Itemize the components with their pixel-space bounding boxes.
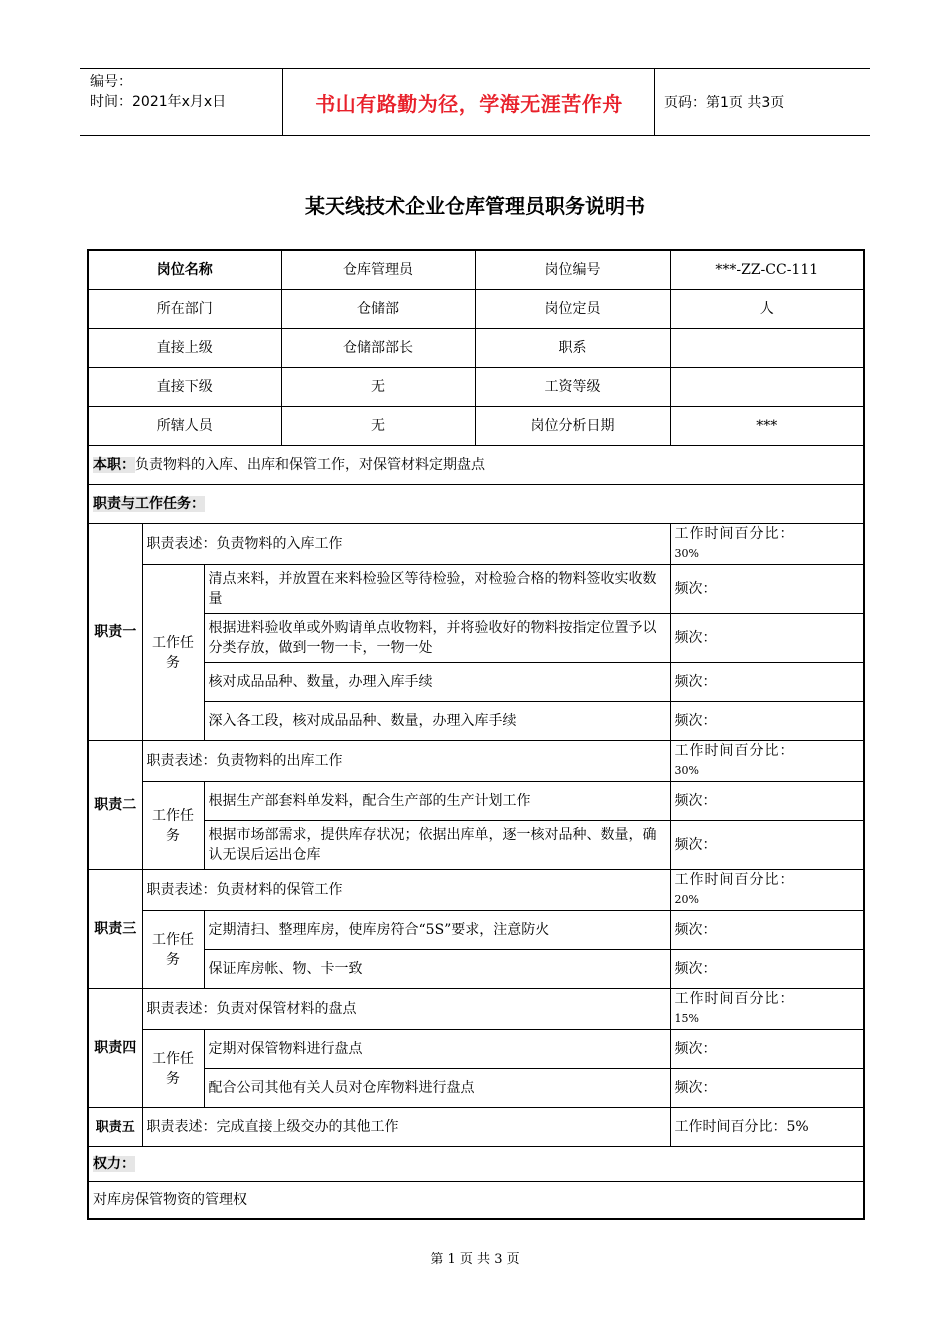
table-row <box>88 1069 864 1108</box>
table-row <box>88 407 864 446</box>
staff-value: 无 <box>281 407 475 446</box>
table-row <box>88 368 864 407</box>
table-row <box>88 741 864 782</box>
post-no-label: 岗位编号 <box>475 250 670 290</box>
main-duty-text: 负责物料的入库、出库和保管工作，对保管材料定期盘点 <box>135 457 485 473</box>
table-row <box>88 950 864 989</box>
duty-1-task-3: 核对成品品种、数量，办理入库手续 <box>204 663 670 702</box>
post-name-value: 仓库管理员 <box>281 250 475 290</box>
table-row <box>88 614 864 663</box>
quota-value: 人 <box>670 290 864 329</box>
subordinate-value: 无 <box>281 368 475 407</box>
rank-value <box>670 329 864 368</box>
duty-3-desc: 职责表述：负责材料的保管工作 <box>142 870 670 911</box>
main-duty-label: 本职： <box>93 457 135 473</box>
superior-value: 仓储部部长 <box>281 329 475 368</box>
header-motto: 书山有路勤为径，学海无涯苦作舟 <box>315 91 623 116</box>
table-row <box>88 446 864 485</box>
header-divider <box>282 68 283 136</box>
duty-4-desc: 职责表述：负责对保管材料的盘点 <box>142 989 670 1030</box>
table-row <box>88 250 864 290</box>
table-row <box>88 702 864 741</box>
table-row <box>88 663 864 702</box>
post-no-value: ***-ZZ-CC-111 <box>670 250 864 290</box>
authority-text: 对库房保管物资的管理权 <box>88 1182 864 1220</box>
pct-value: 30% <box>674 764 699 777</box>
duty-3-name: 职责三 <box>88 870 142 989</box>
duty-1-name: 职责一 <box>88 524 142 741</box>
dept-label: 所在部门 <box>88 290 281 329</box>
table-row <box>88 1147 864 1182</box>
table-row <box>88 1030 864 1069</box>
duty-2-name: 职责二 <box>88 741 142 870</box>
table-row <box>88 1108 864 1147</box>
quota-label: 岗位定员 <box>475 290 670 329</box>
salary-label: 工资等级 <box>475 368 670 407</box>
page-footer: 第 1 页 共 3 页 <box>430 1252 520 1267</box>
header-meta <box>90 72 226 112</box>
table-row <box>88 821 864 870</box>
duty-5-pct: 工作时间百分比：5% <box>670 1108 864 1147</box>
analysis-label: 岗位分析日期 <box>475 407 670 446</box>
header-page-info: 页码：第1页 共3页 <box>664 95 785 111</box>
frequency: 频次： <box>670 663 864 702</box>
table-row <box>88 290 864 329</box>
authority-header <box>88 1147 864 1182</box>
table-row <box>88 782 864 821</box>
pct-label: 工作时间百分比： <box>674 743 795 759</box>
duty-4-name: 职责四 <box>88 989 142 1108</box>
pct-label: 工作时间百分比： <box>674 991 795 1007</box>
duty-1-pct <box>670 524 864 565</box>
pct-value: 15% <box>674 1012 699 1025</box>
duty-4-pct <box>670 989 864 1030</box>
duty-5-name: 职责五 <box>88 1108 142 1147</box>
duty-3-task-2: 保证库房帐、物、卡一致 <box>204 950 670 989</box>
frequency: 频次： <box>670 702 864 741</box>
salary-value <box>670 368 864 407</box>
authority-label: 权力： <box>93 1156 135 1172</box>
staff-label: 所辖人员 <box>88 407 281 446</box>
task-label: 工作任务 <box>142 782 204 870</box>
duties-header <box>88 485 864 524</box>
duty-2-pct <box>670 741 864 782</box>
superior-label: 直接上级 <box>88 329 281 368</box>
duty-1-desc: 职责表述：负责物料的入库工作 <box>142 524 670 565</box>
pct-label: 工作时间百分比： <box>674 526 795 542</box>
pct-label: 工作时间百分比： <box>674 872 795 888</box>
frequency: 频次： <box>670 565 864 614</box>
duty-2-desc: 职责表述：负责物料的出库工作 <box>142 741 670 782</box>
duty-3-task-1: 定期清扫、整理库房，使库房符合“5S”要求，注意防火 <box>204 911 670 950</box>
table-row <box>88 485 864 524</box>
frequency: 频次： <box>670 950 864 989</box>
analysis-value: *** <box>670 407 864 446</box>
frequency: 频次： <box>670 1069 864 1108</box>
duties-header-label: 职责与工作任务： <box>93 496 205 512</box>
duty-1-task-1: 清点来料，并放置在来料检验区等待检验，对检验合格的物料签收实收数量 <box>204 565 670 614</box>
table-row <box>88 524 864 565</box>
frequency: 频次： <box>670 782 864 821</box>
duty-2-task-2: 根据市场部需求，提供库存状况；依据出库单，逐一核对品种、数量，确认无误后运出仓库 <box>204 821 670 870</box>
table-row <box>88 870 864 911</box>
pct-value: 20% <box>674 893 699 906</box>
document-title: 某天线技术企业仓库管理员职务说明书 <box>305 194 645 218</box>
subordinate-label: 直接下级 <box>88 368 281 407</box>
task-label: 工作任务 <box>142 911 204 989</box>
rank-label: 职系 <box>475 329 670 368</box>
duty-2-task-1: 根据生产部套料单发料，配合生产部的生产计划工作 <box>204 782 670 821</box>
table-row <box>88 1182 864 1220</box>
main-duty <box>88 446 864 485</box>
table-row <box>88 989 864 1030</box>
duty-5-desc: 职责表述：完成直接上级交办的其他工作 <box>142 1108 670 1147</box>
frequency: 频次： <box>670 1030 864 1069</box>
duty-1-task-2: 根据进料验收单或外购请单点收物料，并将验收好的物料按指定位置予以分类存放，做到一物一卡，一物一处 <box>204 614 670 663</box>
frequency: 频次： <box>670 614 864 663</box>
number-label: 编号： <box>90 74 132 90</box>
job-description-table <box>87 249 865 1220</box>
duty-1-task-4: 深入各工段，核对成品品种、数量，办理入库手续 <box>204 702 670 741</box>
frequency: 频次： <box>670 911 864 950</box>
pct-value: 30% <box>674 547 699 560</box>
task-label: 工作任务 <box>142 565 204 741</box>
duty-4-task-2: 配合公司其他有关人员对仓库物料进行盘点 <box>204 1069 670 1108</box>
duty-4-task-1: 定期对保管物料进行盘点 <box>204 1030 670 1069</box>
task-label: 工作任务 <box>142 1030 204 1108</box>
duty-3-pct <box>670 870 864 911</box>
table-row <box>88 329 864 368</box>
header-divider <box>654 68 655 136</box>
table-row <box>88 565 864 614</box>
table-row <box>88 911 864 950</box>
time-label: 时间：2021年x月x日 <box>90 94 227 110</box>
dept-value: 仓储部 <box>281 290 475 329</box>
frequency: 频次： <box>670 821 864 870</box>
post-name-label: 岗位名称 <box>88 250 281 290</box>
